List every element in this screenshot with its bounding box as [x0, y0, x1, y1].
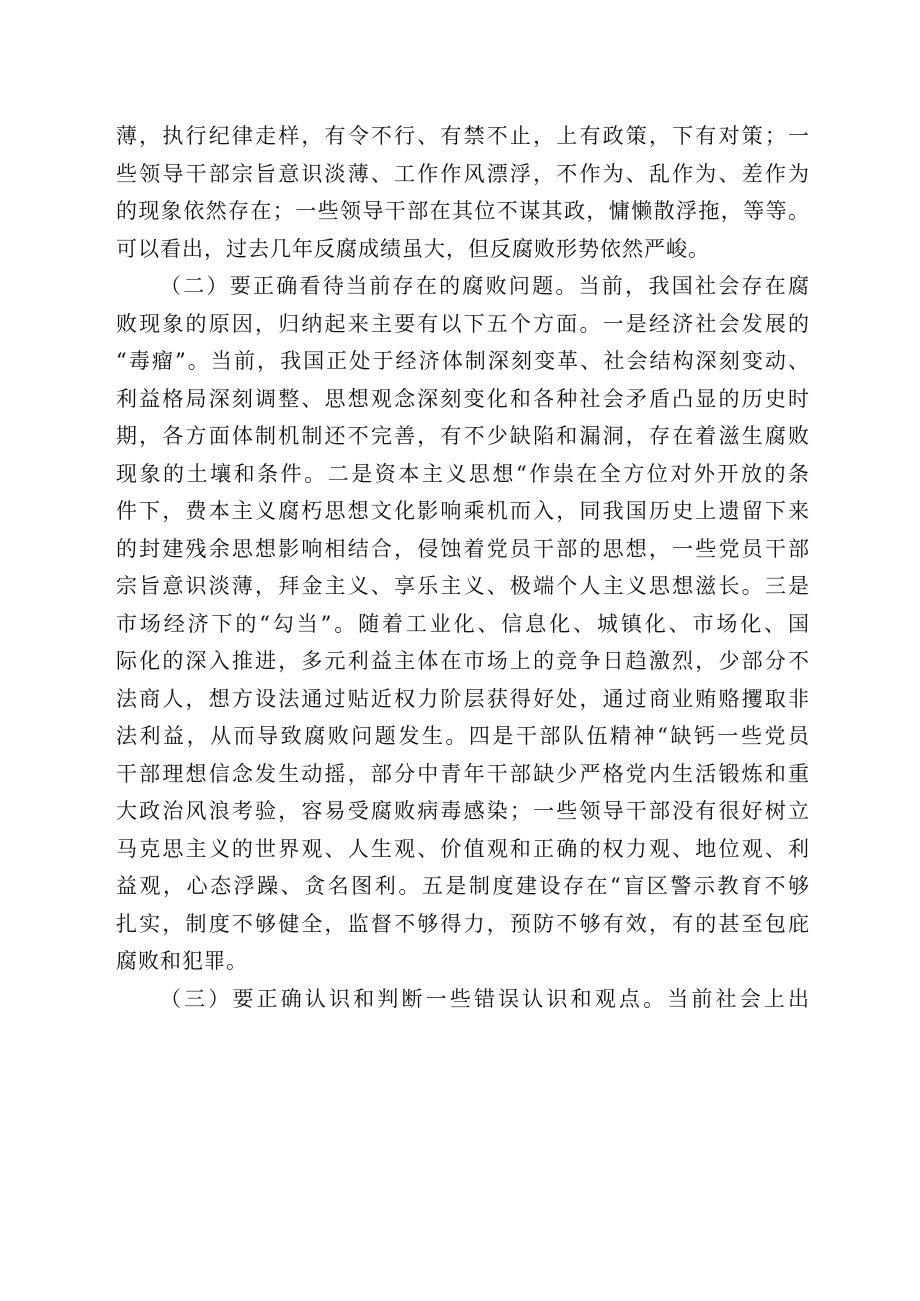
text-line: “毒瘤”。当前，我国正处于经济体制深刻变革、社会结构深刻变动、 — [116, 349, 810, 373]
text-line: 际化的深入推进，多元利益主体在市场上的竞争日趋激烈，少部分不 — [116, 649, 810, 673]
text-line: 可以看出，过去几年反腐成绩虽大，但反腐败形势依然严峻。 — [116, 236, 710, 261]
text-line: 大政治风浪考验，容易受腐败病毒感染；一些领导干部没有很好树立 — [116, 799, 810, 823]
text-line: 宗旨意识淡薄，拜金主义、享乐主义、极端个人主义思想滋长。三是 — [116, 574, 810, 598]
text-line: 的封建残余思想影响相结合，侵蚀着党员干部的思想，一些党员干部 — [116, 536, 810, 561]
text-line: 腐败和犯罪。 — [116, 949, 248, 973]
text-line: 些领导干部宗旨意识淡薄、工作作风漂浮，不作为、乱作为、差作为 — [116, 161, 810, 186]
text-line: 干部理想信念发生动摇，部分中青年干部缺少严格党内生活锻炼和重 — [116, 761, 810, 786]
text-line: 益观，心态浮躁、贪名图利。五是制度建设存在“盲区警示教育不够 — [116, 874, 810, 898]
text-line: 市场经济下的“勾当”。随着工业化、信息化、城镇化、市场化、国 — [116, 611, 810, 636]
text-line: 法商人，想方设法通过贴近权力阶层获得好处，通过商业贿赂攫取非 — [116, 686, 810, 711]
text-line: 利益格局深刻调整、思想观念深刻变化和各种社会矛盾凸显的历史时 — [116, 386, 810, 411]
text-line: 薄，执行纪律走样，有令不行、有禁不止，上有政策，下有对策；一 — [116, 124, 810, 148]
text-line: 现象的土壤和条件。二是资本主义思想“作祟在全方位对外开放的条 — [116, 461, 810, 486]
body-text — [116, 118, 810, 1018]
text-line: 扎实，制度不够健全，监督不够得力，预防不够有效，有的甚至包庇 — [116, 911, 810, 936]
text-line: 件下，费本主义腐朽思想文化影响乘机而入，同我国历史上遗留下来 — [116, 499, 810, 523]
section-heading-line: （三）要正确认识和判断一些错误认识和观点。当前社会上出 — [160, 986, 810, 1011]
text-line: 期，各方面体制机制还不完善，有不少缺陷和漏洞，存在着滋生腐败 — [116, 424, 810, 448]
text-line: 法利益，从而导致腐败问题发生。四是干部队伍精神“缺钙一些党员 — [116, 724, 810, 748]
text-line: 马克思主义的世界观、人生观、价值观和正确的权力观、地位观、利 — [116, 836, 810, 861]
text-line: 的现象依然存在；一些领导干部在其位不谋其政，慵懒散浮拖，等等。 — [116, 199, 810, 223]
text-line: 败现象的原因，归纳起来主要有以下五个方面。一是经济社会发展的 — [116, 311, 810, 336]
section-heading-line: （二）要正确看待当前存在的腐败问题。当前，我国社会存在腐 — [160, 274, 810, 298]
